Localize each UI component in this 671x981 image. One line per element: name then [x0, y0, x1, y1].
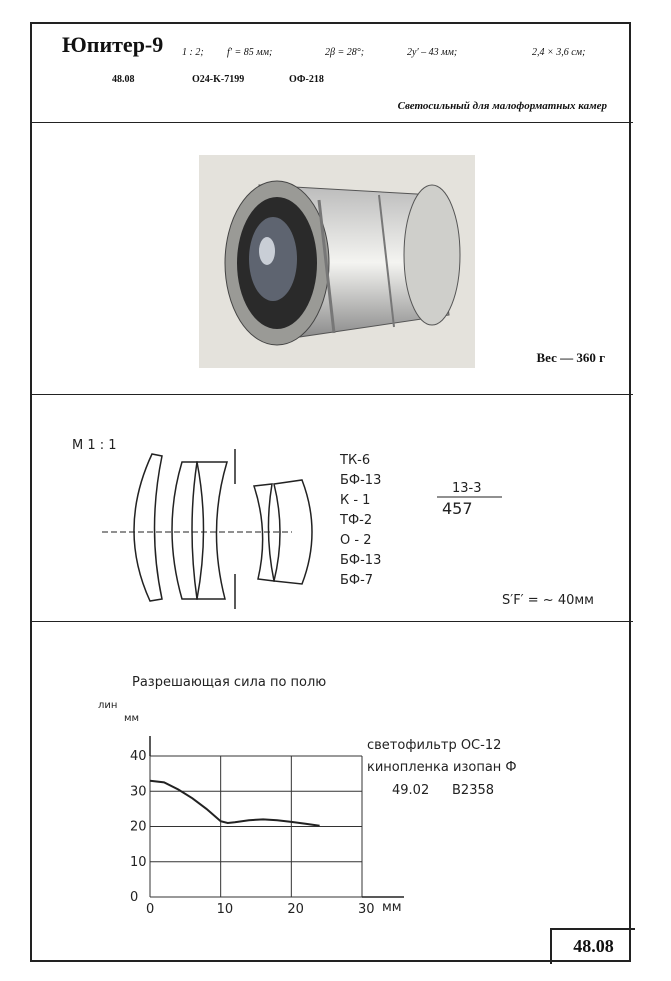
x-tick-label: 30 — [358, 902, 375, 917]
code-1: 48.08 — [112, 74, 135, 85]
y-tick-label: 10 — [130, 854, 147, 870]
annotation-code-1: 49.02 — [392, 783, 430, 798]
annotation-filter: светофильтр ОС-12 — [367, 738, 502, 753]
lens-photo — [199, 155, 475, 368]
resolution-chart — [32, 624, 633, 924]
y-unit-bottom: мм — [124, 713, 140, 724]
fraction-denominator: 457 — [442, 499, 473, 518]
y-tick-label: 0 — [130, 890, 139, 905]
optical-scheme — [32, 394, 633, 634]
glass-4: О - 2 — [340, 533, 372, 548]
resolution-curve — [150, 781, 320, 826]
y-tick-label: 30 — [130, 784, 147, 800]
glass-6: БФ-7 — [340, 573, 374, 588]
lens-photo-drawing — [199, 155, 475, 368]
x-tick-label: 10 — [216, 902, 234, 917]
lens-subtitle: Светосильный для малоформатных камер — [397, 100, 607, 112]
code-3: ОФ-218 — [289, 74, 324, 85]
aperture: 1 : 2; — [182, 47, 204, 58]
x-unit: мм — [382, 900, 402, 915]
footer-code: 48.08 — [550, 928, 635, 964]
annotation-film: кинопленка изопан Ф — [367, 760, 517, 775]
document-sheet — [30, 22, 631, 962]
x-tick-label: 0 — [146, 902, 155, 917]
chart-title: Разрешающая сила по полю — [132, 675, 327, 690]
y-unit-top: лин — [98, 700, 118, 711]
chart-ticks — [130, 749, 375, 917]
divider — [32, 621, 633, 622]
glass-1: БФ-13 — [340, 473, 382, 488]
glass-0: ТК-6 — [340, 453, 371, 468]
y-tick-label: 40 — [130, 749, 147, 764]
glass-2: К - 1 — [340, 493, 371, 508]
annotation-code-2: B2358 — [452, 783, 495, 798]
back-focus: S′F′ = ~ 40мм — [502, 593, 594, 608]
code-2: O24-K-7199 — [192, 74, 245, 85]
divider — [32, 122, 633, 123]
scheme-scale: М 1 : 1 — [72, 438, 117, 453]
frame-size: 2,4 × 3,6 см; — [532, 47, 586, 58]
image-field: 2y′ – 43 мм; — [407, 47, 458, 58]
glass-3: ТФ-2 — [340, 513, 373, 528]
lens-title: Юпитер-9 — [62, 32, 164, 57]
fraction-numerator: 13-3 — [452, 481, 482, 496]
focal-length: f′ = 85 мм; — [227, 47, 273, 58]
glass-5: БФ-13 — [340, 553, 382, 568]
y-tick-label: 20 — [130, 819, 147, 835]
field-angle: 2β = 28°; — [325, 47, 365, 58]
x-tick-label: 20 — [287, 902, 304, 917]
chart-grid — [150, 736, 404, 897]
lens-weight: Вес — 360 г — [536, 350, 605, 365]
